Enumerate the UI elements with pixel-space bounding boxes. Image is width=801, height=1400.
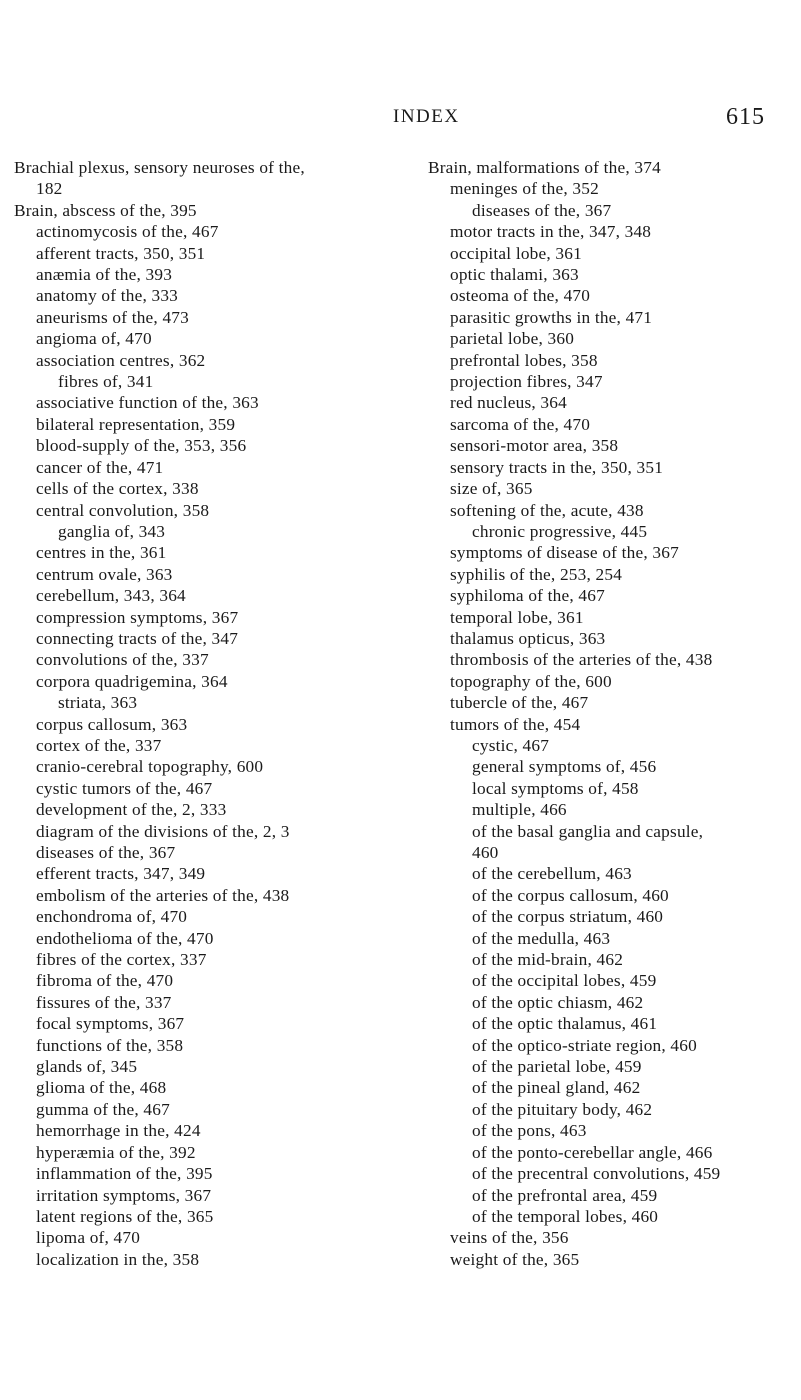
- index-entry: prefrontal lobes, 358: [450, 350, 598, 370]
- index-entry: of the parietal lobe, 459: [472, 1057, 642, 1077]
- index-entry: syphiloma of the, 467: [450, 586, 605, 606]
- index-entry: sensori-motor area, 358: [450, 436, 619, 456]
- index-entry: of the mid-brain, 462: [472, 950, 624, 970]
- index-entry: of the cerebellum, 463: [472, 864, 632, 884]
- index-entry: diseases of the, 367: [472, 200, 612, 220]
- index-entry: motor tracts in the, 347, 348: [450, 222, 652, 242]
- index-entry: centres in the, 361: [36, 543, 167, 563]
- index-entry: diseases of the, 367: [36, 843, 176, 862]
- index-entry: Brain, abscess of the, 395: [14, 200, 197, 220]
- index-entry: weight of the, 365: [450, 1249, 580, 1269]
- index-entry: fibroma of the, 470: [36, 971, 174, 991]
- index-entry: bilateral representation, 359: [36, 414, 236, 434]
- index-entry: hyperæmia of the, 392: [36, 1142, 196, 1162]
- index-entry: gumma of the, 467: [36, 1099, 170, 1119]
- index-entry: cystic tumors of the, 467: [36, 778, 213, 798]
- index-entry: softening of the, acute, 438: [450, 500, 644, 520]
- index-entry: anæmia of the, 393: [36, 265, 173, 285]
- index-entry: of the ponto-cerebellar angle, 466: [472, 1142, 713, 1162]
- index-entry: inflammation of the, 395: [36, 1164, 213, 1184]
- index-entry: of the prefrontal area, 459: [472, 1185, 658, 1205]
- index-entry: thalamus opticus, 363: [450, 628, 606, 648]
- index-entry: tumors of the, 454: [450, 714, 581, 734]
- index-entry: of the pineal gland, 462: [472, 1078, 641, 1098]
- index-entry: corpora quadrigemina, 364: [36, 671, 228, 691]
- index-entry: localization in the, 358: [36, 1249, 200, 1269]
- index-entry: occipital lobe, 361: [450, 243, 582, 263]
- index-column-right: [428, 157, 798, 1270]
- index-entry: development of the, 2, 333: [36, 800, 227, 820]
- index-entry: striata, 363: [58, 693, 138, 713]
- index-entry: actinomycosis of the, 467: [36, 222, 219, 242]
- index-entry: tubercle of the, 467: [450, 693, 589, 713]
- index-entry: cerebellum, 343, 364: [36, 586, 186, 606]
- index-entry: fibres of, 341: [58, 372, 154, 392]
- index-entry: of the medulla, 463: [472, 928, 611, 948]
- index-entry: 182: [36, 179, 63, 199]
- index-entry: cancer of the, 471: [36, 457, 164, 477]
- index-entry: thrombosis of the arteries of the, 438: [450, 650, 713, 670]
- index-entry: veins of the, 356: [450, 1228, 569, 1248]
- index-entry: sensory tracts in the, 350, 351: [450, 457, 664, 477]
- index-entry: focal symptoms, 367: [36, 1014, 185, 1034]
- index-entry: chronic progressive, 445: [472, 521, 648, 541]
- index-entry: aneurisms of the, 473: [36, 307, 189, 327]
- index-entry: general symptoms of, 456: [472, 757, 657, 777]
- index-entry: of the optic chiasm, 462: [472, 992, 644, 1012]
- index-entry: efferent tracts, 347, 349: [36, 864, 206, 884]
- index-entry: connecting tracts of the, 347: [36, 628, 239, 648]
- page-header: [0, 104, 801, 132]
- index-entry: meninges of the, 352: [450, 179, 599, 199]
- index-entry: of the occipital lobes, 459: [472, 971, 657, 991]
- index-entry: cortex of the, 337: [36, 735, 162, 755]
- index-entry: cystic, 467: [472, 735, 550, 755]
- index-entry: convolutions of the, 337: [36, 650, 209, 670]
- index-entry: embolism of the arteries of the, 438: [36, 885, 290, 905]
- index-entry: syphilis of the, 253, 254: [450, 564, 623, 584]
- index-entry: lipoma of, 470: [36, 1228, 141, 1248]
- index-entry: angioma of, 470: [36, 329, 152, 349]
- index-entry: irritation symptoms, 367: [36, 1185, 212, 1205]
- page-number: 615: [726, 104, 765, 130]
- index-entry: enchondroma of, 470: [36, 907, 188, 927]
- index-entry: parasitic growths in the, 471: [450, 307, 653, 327]
- index-entry: cranio-cerebral topography, 600: [36, 757, 264, 777]
- index-entry: of the corpus callosum, 460: [472, 885, 669, 905]
- index-entry: Brain, malformations of the, 374: [428, 158, 661, 177]
- index-entry: glioma of the, 468: [36, 1078, 167, 1098]
- index-entry: projection fibres, 347: [450, 372, 603, 392]
- index-entry: of the pituitary body, 462: [472, 1099, 653, 1119]
- index-entry: of the precentral convolutions, 459: [472, 1164, 721, 1184]
- index-entry: blood-supply of the, 353, 356: [36, 436, 247, 456]
- index-entry: of the basal ganglia and capsule,: [472, 821, 704, 841]
- index-entry: multiple, 466: [472, 800, 567, 820]
- index-entry: local symptoms of, 458: [472, 778, 639, 798]
- index-entry: cells of the cortex, 338: [36, 479, 199, 499]
- index-entry: latent regions of the, 365: [36, 1206, 214, 1226]
- index-entry: association centres, 362: [36, 350, 206, 370]
- index-entry: centrum ovale, 363: [36, 564, 173, 584]
- index-entry: anatomy of the, 333: [36, 286, 179, 306]
- index-entry: temporal lobe, 361: [450, 607, 584, 627]
- index-entry: of the pons, 463: [472, 1121, 587, 1141]
- index-entry: fissures of the, 337: [36, 992, 172, 1012]
- index-entry: sarcoma of the, 470: [450, 414, 591, 434]
- index-entry: Brachial plexus, sensory neuroses of the,: [14, 158, 305, 177]
- index-entry: fibres of the cortex, 337: [36, 950, 207, 970]
- index-entry: of the optico-striate region, 460: [472, 1035, 697, 1055]
- index-entry: diagram of the divisions of the, 2, 3: [36, 821, 290, 841]
- index-entry: associative function of the, 363: [36, 393, 259, 413]
- index-entry: glands of, 345: [36, 1057, 138, 1077]
- index-entry: afferent tracts, 350, 351: [36, 243, 206, 263]
- running-head: INDEX: [393, 106, 460, 127]
- index-entry: optic thalami, 363: [450, 265, 579, 285]
- index-entry: size of, 365: [450, 479, 533, 499]
- index-entry: topography of the, 600: [450, 671, 612, 691]
- index-entry: endothelioma of the, 470: [36, 928, 214, 948]
- index-entry: of the temporal lobes, 460: [472, 1206, 659, 1226]
- index-entry: of the corpus striatum, 460: [472, 907, 664, 927]
- index-entry: symptoms of disease of the, 367: [450, 543, 679, 563]
- index-entry: parietal lobe, 360: [450, 329, 575, 349]
- index-entry: ganglia of, 343: [58, 521, 166, 541]
- index-entry: central convolution, 358: [36, 500, 210, 520]
- index-entry: of the optic thalamus, 461: [472, 1014, 658, 1034]
- index-entry: compression symptoms, 367: [36, 607, 239, 627]
- index-column-left: [14, 157, 419, 1270]
- index-entry: hemorrhage in the, 424: [36, 1121, 201, 1141]
- index-entry: red nucleus, 364: [450, 393, 567, 413]
- index-entry: functions of the, 358: [36, 1035, 184, 1055]
- index-entry: 460: [472, 843, 499, 862]
- index-entry: corpus callosum, 363: [36, 714, 188, 734]
- index-entry: osteoma of the, 470: [450, 286, 591, 306]
